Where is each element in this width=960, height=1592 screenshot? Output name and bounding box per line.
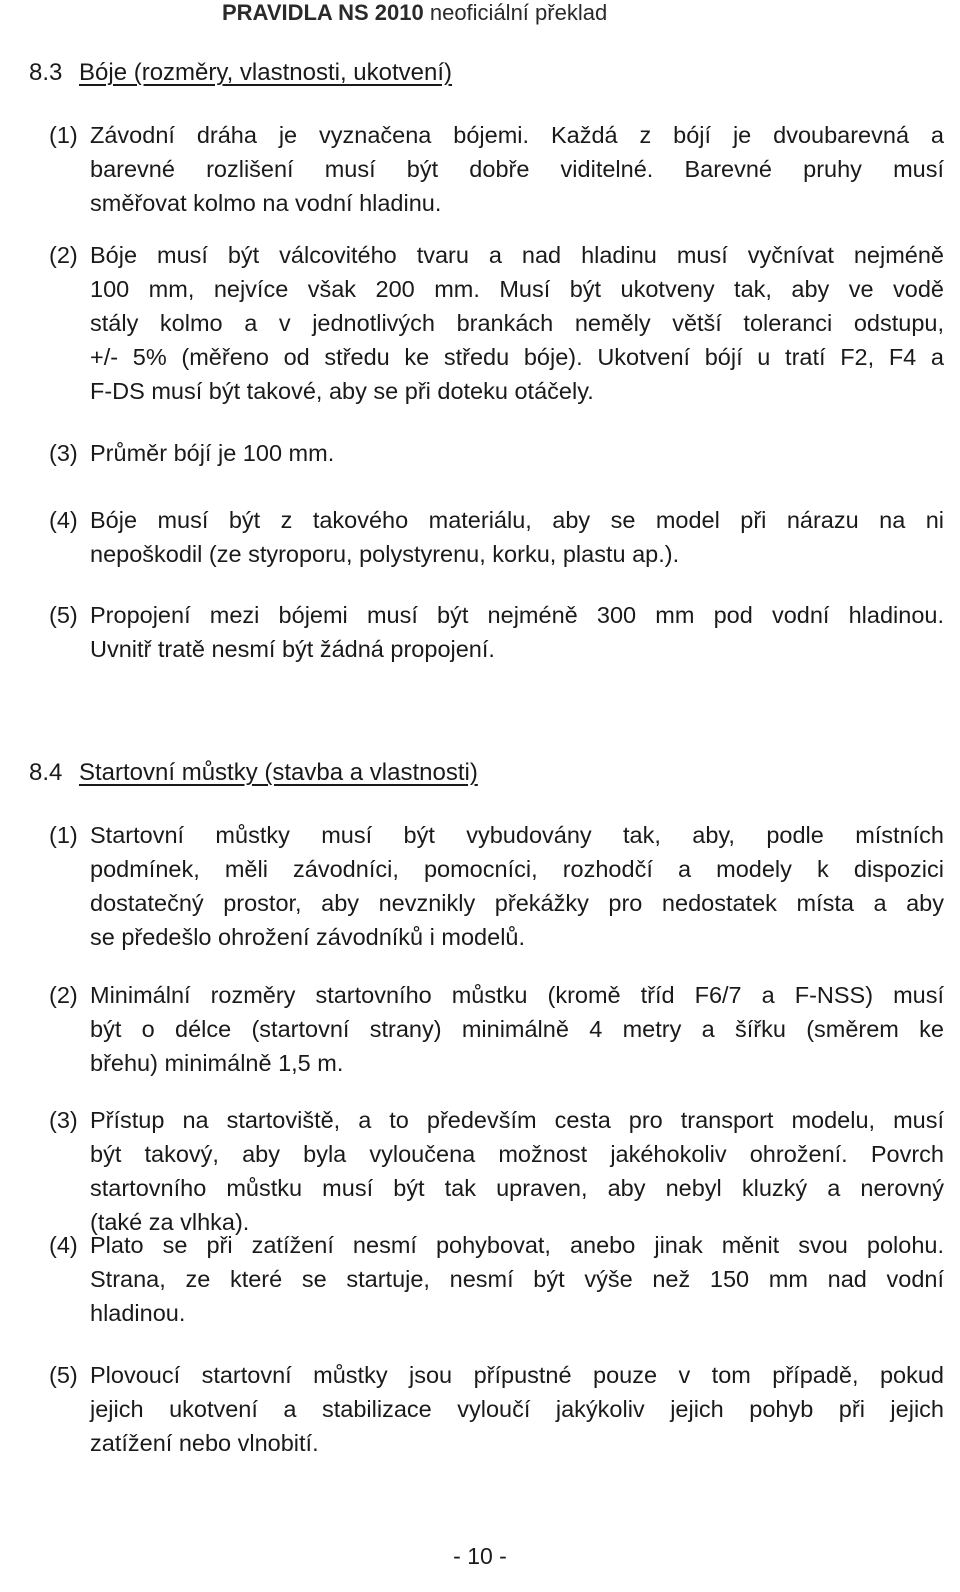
paragraph-body [90, 1103, 944, 1239]
paragraph-line: Startovní můstky musí být vybudovány tak, aby, podle místních [90, 822, 944, 848]
paragraph-body [90, 598, 944, 666]
paragraph [49, 1228, 944, 1330]
paragraph-line: Minimální rozměry startovního můstku (kromě tříd F6/7 a F-NSS) musí [90, 982, 944, 1008]
paragraph-number: (4) [49, 1232, 78, 1258]
header-title: PRAVIDLA NS 2010 [222, 0, 424, 25]
paragraph-line: hladinou. [90, 1300, 186, 1326]
section-heading-8-3 [29, 58, 452, 88]
header-subtitle: neoficiální překlad [423, 0, 608, 25]
paragraph [49, 818, 944, 954]
paragraph-line: Propojení mezi bójemi musí být nejméně 300 mm pod vodní hladinou. [90, 602, 944, 628]
paragraph [49, 598, 944, 666]
section-number: 8.3 [29, 59, 63, 86]
paragraph-body [90, 818, 944, 954]
paragraph-body [90, 436, 944, 470]
paragraph-line: směřovat kolmo na vodní hladinu. [90, 190, 442, 216]
paragraph-line: (také za vlhka). [90, 1209, 250, 1235]
paragraph-line: zatížení nebo vlnobití. [90, 1430, 319, 1456]
paragraph-line: 100 mm, nejvíce však 200 mm. Musí být ukotveny tak, aby ve vodě [90, 276, 944, 302]
section-number: 8.4 [29, 759, 63, 786]
paragraph [49, 1103, 944, 1239]
section-title: Bóje (rozměry, vlastnosti, ukotvení) [79, 59, 453, 86]
paragraph-line: podmínek, měli závodníci, pomocníci, rozhodčí a modely k dispozici [90, 856, 944, 882]
paragraph-line: být takový, aby byla vyloučena možnost jakéhokoliv ohrožení. Povrch [90, 1141, 944, 1167]
paragraph-number: (4) [49, 507, 78, 533]
paragraph-number: (3) [49, 1107, 78, 1133]
paragraph-line: břehu) minimálně 1,5 m. [90, 1050, 344, 1076]
paragraph-number: (1) [49, 822, 78, 848]
paragraph-body [90, 1228, 944, 1330]
paragraph-body [90, 1358, 944, 1460]
paragraph-line: Plovoucí startovní můstky jsou přípustné pouze v tom případě, pokud [90, 1362, 944, 1388]
paragraph [49, 118, 944, 220]
paragraph-line: barevné rozlišení musí být dobře viditelné. Barevné pruhy musí [90, 156, 944, 182]
page-number: - 10 - [453, 1543, 507, 1569]
paragraph-line: Plato se při zatížení nesmí pohybovat, anebo jinak měnit svou polohu. [90, 1232, 944, 1258]
paragraph-number: (5) [49, 602, 78, 628]
section-heading-8-4 [29, 758, 478, 788]
paragraph-line: Uvnitř tratě nesmí být žádná propojení. [90, 636, 495, 662]
paragraph-line: nepoškodil (ze styroporu, polystyrenu, korku, plastu ap.). [90, 541, 680, 567]
paragraph-line: Strana, ze které se startuje, nesmí být výše než 150 mm nad vodní [90, 1266, 944, 1292]
paragraph-line: Bóje musí být z takového materiálu, aby se model při nárazu na ni [90, 507, 944, 533]
paragraph-line: dostatečný prostor, aby nevznikly překážky pro nedostatek místa a aby [90, 890, 944, 916]
paragraph [49, 436, 944, 470]
paragraph [49, 978, 944, 1080]
paragraph-body [90, 978, 944, 1080]
paragraph-line: stály kolmo a v jednotlivých brankách neměly větší toleranci odstupu, [90, 310, 944, 336]
paragraph-number: (2) [49, 982, 78, 1008]
paragraph-line: F-DS musí být takové, aby se při doteku otáčely. [90, 378, 594, 404]
paragraph-line: Závodní dráha je vyznačena bójemi. Každá z bójí je dvoubarevná a [90, 122, 944, 148]
paragraph-line: být o délce (startovní strany) minimálně 4 metry a šířku (směrem ke [90, 1016, 944, 1042]
paragraph [49, 1358, 944, 1460]
paragraph-line: Bóje musí být válcovitého tvaru a nad hladinu musí vyčnívat nejméně [90, 242, 944, 268]
paragraph-body [90, 118, 944, 220]
paragraph-number: (3) [49, 440, 78, 466]
paragraph-line: startovního můstku musí být tak upraven, aby nebyl kluzký a nerovný [90, 1175, 944, 1201]
paragraph-body [90, 238, 944, 408]
paragraph-number: (2) [49, 242, 78, 268]
paragraph-number: (1) [49, 122, 78, 148]
paragraph-line: jejich ukotvení a stabilizace vyloučí jakýkoliv jejich pohyb při jejich [90, 1396, 944, 1422]
paragraph-line: +/- 5% (měřeno od středu ke středu bóje). Ukotvení bójí u tratí F2, F4 a [90, 344, 944, 370]
paragraph-line: Průměr bójí je 100 mm. [90, 440, 335, 466]
paragraph [49, 503, 944, 571]
paragraph [49, 238, 944, 408]
paragraph-line: se předešlo ohrožení závodníků i modelů. [90, 924, 526, 950]
page-header [222, 0, 607, 26]
paragraph-body [90, 503, 944, 571]
section-title: Startovní můstky (stavba a vlastnosti) [79, 759, 478, 786]
paragraph-line: Přístup na startoviště, a to především cesta pro transport modelu, musí [90, 1107, 944, 1133]
paragraph-number: (5) [49, 1362, 78, 1388]
